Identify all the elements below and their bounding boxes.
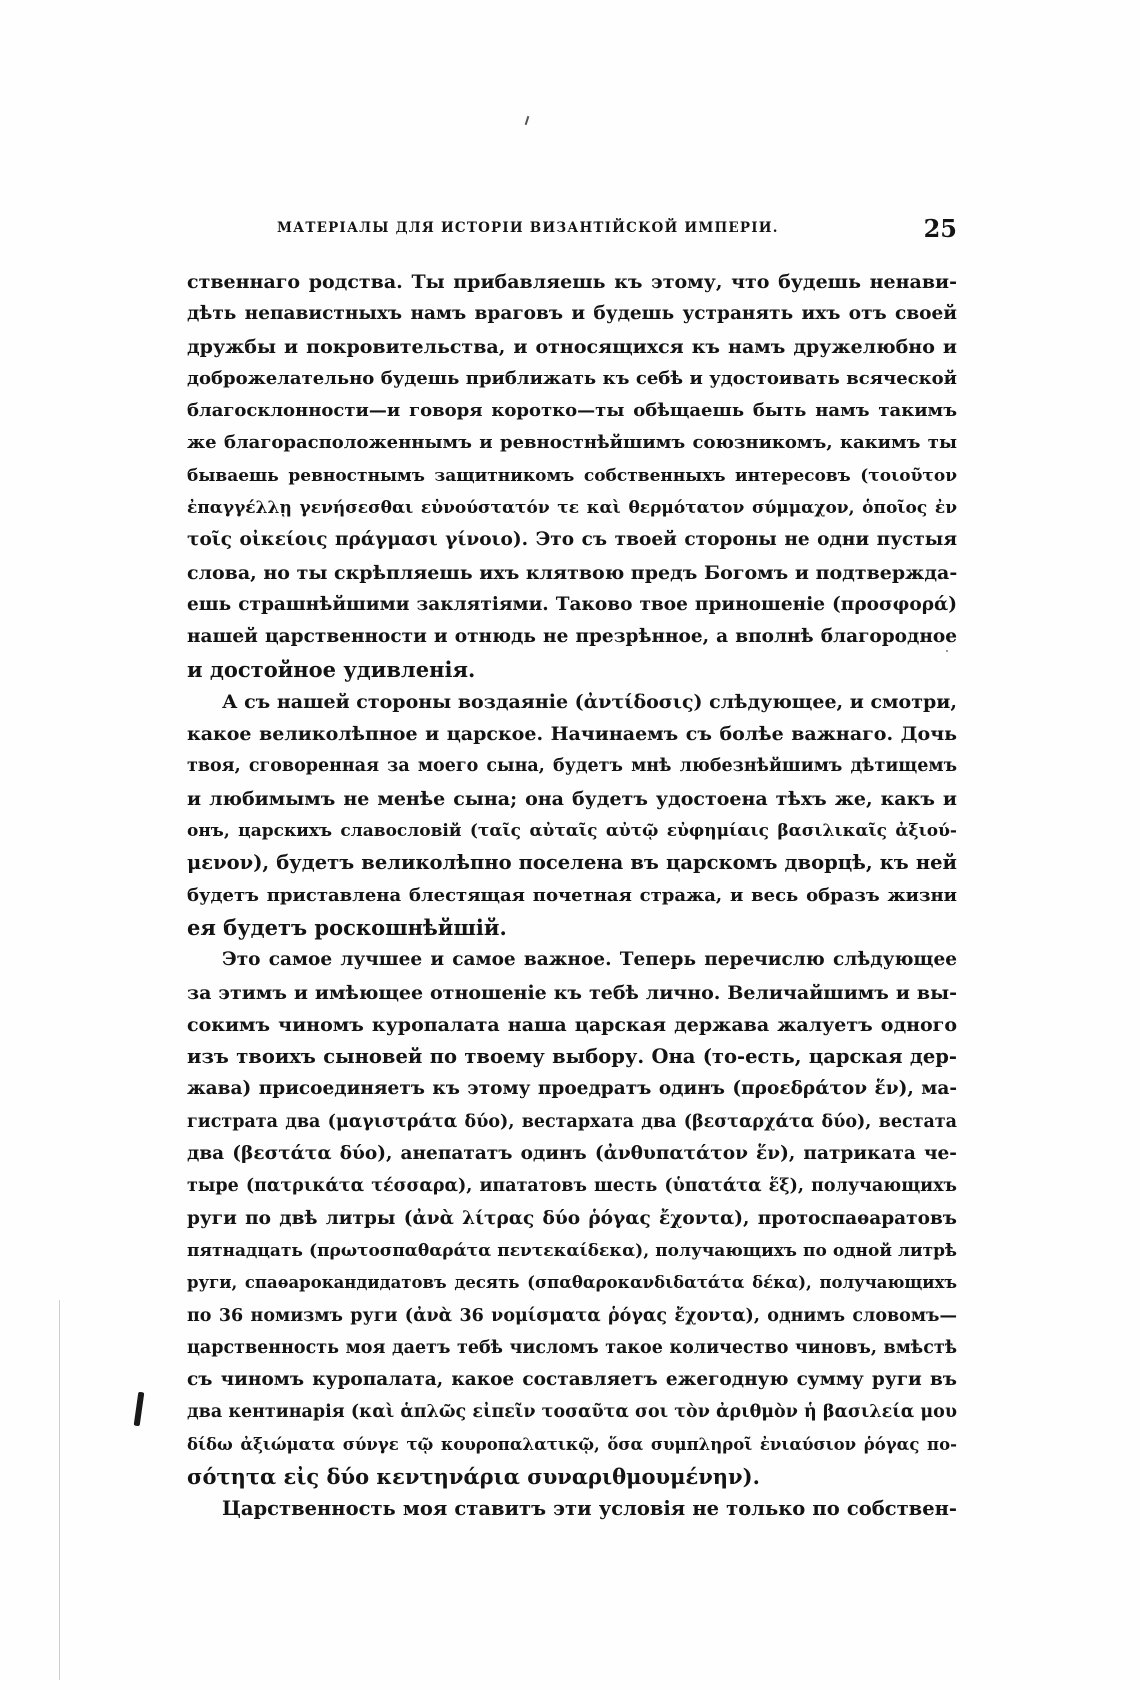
text-line: доброжелательно будешь приближать къ себѣ и удостоивать всяческой — [187, 367, 957, 389]
text-line: два (βεστάτα δύο), анепататъ одинъ (ἀνθυπατάτον ἕν), патриката че- — [187, 1143, 957, 1165]
text-line: ея будетъ роскошнѣйшій. — [187, 914, 507, 940]
page-number: 25 — [923, 214, 957, 243]
paragraph-start-line: А съ нашей стороны воздаяніе (ἀντίδοσις) слѣдующее, и смотри, — [222, 690, 957, 713]
scan-edge-line — [59, 1300, 60, 1680]
running-title: МАТЕРІАЛЫ ДЛЯ ИСТОРІИ ВИЗАНТІЙСКОЙ ИМПЕРІИ. — [277, 220, 779, 236]
text-line: гистрата два (μαγιστράτα δύο), вестархата два (βεσταρχάτα δύο), вестата — [187, 1111, 957, 1132]
text-line: дружбы и покровительства, и относящихся къ намъ дружелюбно и — [187, 335, 957, 358]
text-line: царственность моя даетъ тебѣ числомъ такое количество чиновъ, вмѣстѣ — [187, 1337, 957, 1358]
text-line: руги, спаѳарокандидатовъ десять (σπαθαροκανδιδατάτα δέκα), получающихъ — [187, 1273, 957, 1293]
text-line: какое великолѣпное и царское. Начинаемъ съ болѣе важнаго. Дочь — [187, 723, 957, 746]
text-line: по 36 номизмъ руги (ἀνὰ 36 νομίσματα ῥόγας ἔχοντα), однимъ словомъ— — [187, 1305, 957, 1326]
text-line: руги по двѣ литры (ἀνὰ λίτρας δύο ῥόγας ἔχοντα), протоспаѳаратовъ — [187, 1207, 957, 1229]
text-line: будетъ приставлена блестящая почетная стража, и весь образъ жизни — [187, 884, 957, 906]
text-line: слова, но ты скрѣпляешь ихъ клятвою предъ Богомъ и подтвержда- — [187, 561, 957, 584]
text-line: дѣть непавистныхъ намъ враговъ и будешь устранять ихъ отъ своей — [187, 303, 957, 325]
margin-ink-mark — [134, 1392, 145, 1427]
text-line: τοῖς οἰκείοις πράγμασι γίνοιο). Это съ твоей стороны не одни пустыя — [187, 529, 957, 551]
text-line: пятнадцать (πρωτοσπαθαράτα πεντεκαίδεκα), получающихъ по одной литрѣ — [187, 1240, 957, 1261]
text-line: бываешь ревностнымъ защитникомъ собственныхъ интересовъ (τοιοῦτον — [187, 465, 957, 486]
text-line: изъ твоихъ сыновей по твоему выбору. Она (то-есть, царская дер- — [187, 1045, 957, 1069]
text-line: два кентинарія (καὶ ἁπλῶς εἰπεῖν τοσαῦτα σοι τὸν ἀριθμὸν ἡ βασιλεία μου — [187, 1402, 957, 1423]
body-text — [187, 266, 957, 1526]
text-line: онъ, царскихъ славословій (ταῖς αὐταῖς αὐτῷ εὐφημίαις βασιλικαῖς ἀξιού- — [187, 821, 957, 842]
text-line: тыре (πατρικάτα τέσσαρα), ипататовъ шесть (ὑπατάτα ἕξ), получающихъ — [187, 1176, 957, 1197]
text-line: μενον), будетъ великолѣпно поселена въ царскомъ дворцѣ, къ ней — [187, 851, 957, 875]
text-line: ἐπαγγέλλῃ γενήσεσθαι εὐνούστατόν τε καὶ θερμότατον σύμμαχον, ὁποῖος ἐν — [187, 498, 957, 519]
text-line: σότητα εἰς δύο κεντηνάρια συναριθμουμένην). — [187, 1463, 760, 1489]
ink-speck — [525, 116, 530, 125]
text-line: ственнаго родства. Ты прибавляешь къ этому, что будешь ненави- — [187, 271, 957, 293]
text-line: съ чиномъ куропалата, какое составляетъ ежегодную сумму руги въ — [187, 1369, 957, 1391]
text-line: жава) присоединяетъ къ этому проедратъ одинъ (προεδράτον ἕν), ма- — [187, 1078, 957, 1100]
text-line: сокимъ чиномъ куропалата наша царская держава жалуетъ одного — [187, 1013, 957, 1036]
text-line: нашей царственности и отнюдь не презрѣнное, а вполнѣ благородное — [187, 626, 957, 648]
text-line: твоя, сговоренная за моего сына, будетъ мнѣ любезнѣйшимъ дѣтищемъ — [187, 756, 957, 777]
paragraph-start-line: Это самое лучшее и самое важное. Теперь перечислю слѣдующее — [222, 949, 957, 971]
text-line: же благорасположеннымъ и ревностнѣйшимъ союзникомъ, какимъ ты — [187, 432, 957, 454]
text-line: за этимъ и имѣющее отношеніе къ тебѣ лично. Величайшимъ и вы- — [187, 981, 957, 1004]
text-line: δίδω ἀξιώματα σύνγε τῷ κουροπαλατικῷ, ὅσα συμπληροῖ ἐνιαύσιον ῥόγας πο- — [187, 1434, 957, 1454]
paragraph-start-line: Царственность моя ставитъ эти условія не только по собствен- — [222, 1497, 957, 1521]
text-line: ешь страшнѣйшими заклятіями. Таково твое приношеніе (προσφορά) — [187, 593, 957, 615]
text-line: и достойное удивленія. — [187, 656, 476, 682]
page-header — [277, 216, 957, 246]
text-line: и любимымъ не менѣе сына; она будетъ удостоена тѣхъ же, какъ и — [187, 787, 957, 810]
text-line: благосклонности—и говоря коротко—ты обѣщаешь быть намъ такимъ — [187, 400, 957, 422]
